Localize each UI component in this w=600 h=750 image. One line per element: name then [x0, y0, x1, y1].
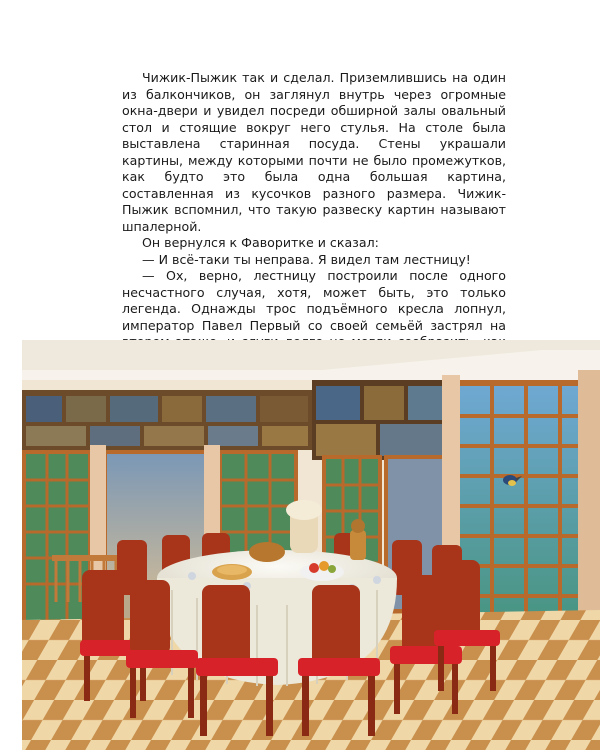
dialogue-line-2: — Ох, верно, лестницу построили после одного несчастного случая, хотя, может быть, это только легенда. Однажды трос подъёмного кресла лопнул, император Павел Первый со своей семьёй застрял на: [122, 268, 506, 333]
dialogue-line-1: — И всё-таки ты неправа. Я видел там лестницу!: [142, 251, 471, 267]
paragraph-2: Он вернулся к Фаворитке и сказал:: [142, 235, 379, 250]
paragraph-1: Чижик-Пыжик так и сделал. Приземлившись на один из балкончиков, он заглянул внутрь через огромные окна-двери и увидел посреди обширной залы овальный стол и стоящие вокруг него стулья. На столе была выставлена старинная посуда. Стены украшали картины, между которыми почти не было промежутков, как будто это была одна большая картина, составленная из кусочков разного размера. Чижик-Пыжик вспомнил, что такую развеску картин называют шпалерной.: [122, 70, 506, 234]
painting-row-right: [312, 380, 462, 460]
illustration-svg: [22, 340, 600, 750]
dining-hall-illustration: [22, 340, 600, 750]
painting-row-left: [22, 390, 312, 450]
